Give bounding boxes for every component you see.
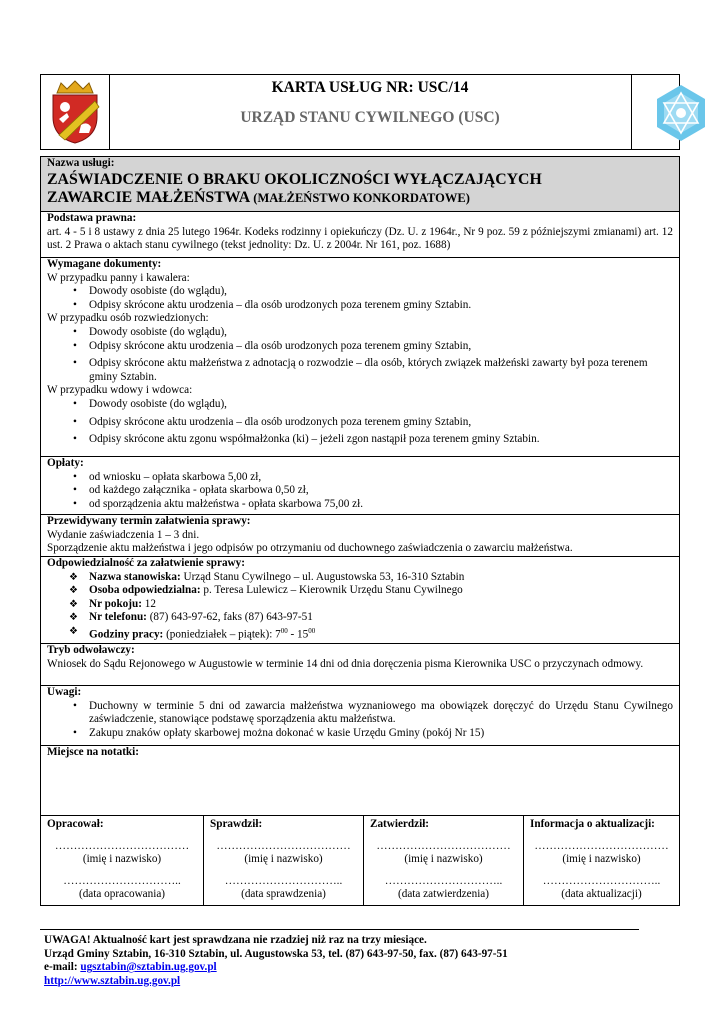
list-item bbox=[47, 625, 673, 642]
footer-website-line bbox=[44, 975, 664, 989]
footer-warning: UWAGA! Aktualność kart jest sprawdzana nie rzadziej niż raz na trzy miesiące. bbox=[44, 934, 427, 946]
legal-basis-text: art. 4 - 5 i 8 ustawy z dnia 25 lutego 1964r. Kodeks rodzinny i opiekuńczy (Dz. U. z 1964r., Nr 9 poz. 59 z późniejszymi zmianami) art. 12 ust. 2 Prawa o aktach stanu cywilnego (tekst jednolity: Dz. U. z 2004r. Nr 161, poz. 1688) bbox=[47, 225, 673, 252]
header-table bbox=[40, 74, 680, 150]
signature-name-caption: (imię i nazwisko) bbox=[562, 853, 641, 866]
signature-dots: ……………………………… bbox=[534, 839, 669, 852]
service-name bbox=[47, 171, 673, 207]
person-value: p. Teresa Lulewicz – Kierownik Urzędu Stanu Cywilnego bbox=[203, 584, 463, 597]
signature-dots: ……………………………… bbox=[54, 839, 190, 852]
footer-divider bbox=[40, 929, 639, 930]
appeal-label: Tryb odwoławczy: bbox=[47, 644, 135, 656]
hours-to-sup: 00 bbox=[308, 626, 316, 635]
title-cell bbox=[109, 75, 631, 149]
service-name-line2: ZAWARCIE MAŁŻEŃSTWA bbox=[47, 188, 250, 206]
signature-approved bbox=[363, 816, 523, 905]
signature-dots: ……………………………… bbox=[216, 839, 351, 852]
hours-days: (poniedziałek – piątek): 7 bbox=[166, 628, 281, 641]
room-label: Nr pokoju: bbox=[89, 597, 142, 610]
list-item: • Odpisy skrócone aktu urodzenia – dla osób urodzonych poza terenem gminy Sztabin, bbox=[47, 416, 673, 430]
term-line1: Wydanie zaświadczenia 1 – 3 dni. bbox=[47, 528, 200, 541]
signature-date-caption: (data aktualizacji) bbox=[561, 888, 642, 901]
signature-dots: ……………………………… bbox=[376, 839, 511, 852]
card-title: KARTA USŁUG NR: USC/14 bbox=[271, 79, 469, 96]
phone-value: (87) 643-97-62, faks (87) 643-97-51 bbox=[149, 611, 313, 624]
office-title: URZĄD STANU CYWILNEGO (USC) bbox=[240, 109, 500, 126]
hours-sep: - 15 bbox=[287, 628, 309, 641]
hours-label: Godziny pracy: bbox=[89, 628, 164, 641]
documents-group2-list bbox=[47, 326, 673, 384]
signature-label: Sprawdził: bbox=[210, 818, 263, 830]
gmina-coat-of-arms-logo bbox=[45, 79, 105, 145]
list-item: • od wniosku – opłata skarbowa 5,00 zł, bbox=[47, 471, 673, 485]
footer-address: Urząd Gminy Sztabin, 16-310 Sztabin, ul. Augustowska 53, tel. (87) 643-97-50, fax. (87) 643-97-51 bbox=[44, 947, 508, 960]
fees-list bbox=[47, 471, 673, 512]
quality-emblem-icon bbox=[655, 83, 707, 143]
signature-date-caption: (data opracowania) bbox=[78, 888, 166, 901]
signature-name-caption: (imię i nazwisko) bbox=[404, 853, 483, 866]
notes-section bbox=[41, 686, 679, 746]
list-item bbox=[47, 611, 673, 625]
logo-cell bbox=[41, 75, 110, 149]
list-item bbox=[47, 598, 673, 612]
signature-label: Informacja o aktualizacji: bbox=[530, 818, 655, 830]
signature-dots: ………………………….. bbox=[224, 874, 343, 887]
appeal-section bbox=[41, 644, 679, 686]
responsibility-label: Odpowiedzialność za załatwienie sprawy: bbox=[47, 557, 245, 569]
notes-list bbox=[47, 700, 673, 741]
fees-label: Opłaty: bbox=[47, 457, 84, 469]
documents-group3-title: W przypadku wdowy i wdowca: bbox=[47, 384, 193, 397]
responsibility-list bbox=[47, 571, 673, 643]
position-label: Nazwa stanowiska: bbox=[89, 570, 181, 583]
signature-label: Zatwierdził: bbox=[370, 818, 430, 830]
list-item: • Dowody osobiste (do wglądu), bbox=[47, 398, 673, 412]
position-value: Urząd Stanu Cywilnego – ul. Augustowska 53, 16-310 Sztabin bbox=[183, 570, 465, 583]
signature-checked bbox=[203, 816, 363, 905]
documents-group3-list bbox=[47, 398, 673, 447]
list-item: • Dowody osobiste (do wglądu), bbox=[47, 326, 673, 340]
service-label: Nazwa usługi: bbox=[47, 157, 115, 169]
signature-prepared bbox=[41, 816, 203, 905]
responsibility-section bbox=[41, 557, 679, 644]
list-item: • Zakupu znaków opłaty skarbowej można dokonać w kasie Urzędu Gminy (pokój Nr 15) bbox=[47, 727, 673, 741]
list-item: • Duchowny w terminie 5 dni od zawarcia małżeństwa wyznaniowego ma obowiązek doręczyć do Urzędu Stanu Cywilnego zaświadczenie, stanowiące podstawę sporządzenia aktu małżeństwa. bbox=[47, 700, 673, 727]
signature-date-caption: (data zatwierdzenia) bbox=[398, 888, 489, 901]
documents-group2-title: W przypadku osób rozwiedzionych: bbox=[47, 312, 209, 325]
documents-group1-list bbox=[47, 285, 673, 312]
signature-update-info bbox=[523, 816, 679, 905]
hours-from-sup: 00 bbox=[280, 626, 288, 635]
signature-dots: ………………………….. bbox=[542, 874, 661, 887]
footer-email-line bbox=[44, 961, 664, 975]
list-item: • Odpisy skrócone aktu urodzenia – dla osób urodzonych poza terenem gminy Sztabin. bbox=[47, 299, 673, 313]
list-item: • Dowody osobiste (do wglądu), bbox=[47, 285, 673, 299]
signature-name-caption: (imię i nazwisko) bbox=[82, 853, 162, 866]
list-item: • od sporządzenia aktu małżeństwa - opłata skarbowa 75,00 zł. bbox=[47, 498, 673, 512]
service-name-sub: (MAŁŻEŃSTWO KONKORDATOWE) bbox=[253, 190, 470, 205]
legal-basis-section bbox=[41, 212, 679, 258]
required-documents-section bbox=[41, 258, 679, 457]
signature-name-caption: (imię i nazwisko) bbox=[244, 853, 323, 866]
appeal-text: Wniosek do Sądu Rejonowego w Augustowie w terminie 14 dni od dnia doręczenia pisma Kierownika USC o przyczynach odmowy. bbox=[47, 657, 644, 670]
list-item: • Odpisy skrócone aktu małżeństwa z adnotacją o rozwodzie – dla osób, których związek małżeński zawarty był poza terenem gminy Sztabin. bbox=[47, 357, 673, 384]
signature-label: Opracował: bbox=[47, 818, 104, 830]
service-name-section bbox=[41, 157, 679, 212]
memo-section bbox=[41, 746, 679, 816]
term-section bbox=[41, 515, 679, 557]
person-label: Osoba odpowiedzialna: bbox=[89, 584, 201, 597]
signature-row bbox=[41, 816, 679, 905]
list-item bbox=[47, 571, 673, 585]
service-card-table bbox=[40, 156, 680, 906]
fees-section bbox=[41, 457, 679, 515]
email-link[interactable]: ugsztabin@sztabin.ug.gov.pl bbox=[80, 961, 217, 974]
notes-label: Uwagi: bbox=[47, 686, 82, 698]
list-item: • Odpisy skrócone aktu zgonu współmałżonka (ki) – jeżeli zgon nastąpił poza terenem gminy Sztabin. bbox=[47, 433, 673, 447]
documents-label: Wymagane dokumenty: bbox=[47, 258, 162, 270]
term-label: Przewidywany termin załatwienia sprawy: bbox=[47, 515, 251, 527]
memo-label: Miejsce na notatki: bbox=[47, 746, 139, 758]
email-label: e-mail: bbox=[44, 961, 81, 974]
legal-basis-label: Podstawa prawna: bbox=[47, 212, 137, 224]
signature-date-caption: (data sprawdzenia) bbox=[241, 888, 326, 901]
list-item: • od każdego załącznika - opłata skarbowa 0,50 zł, bbox=[47, 484, 673, 498]
room-value: 12 bbox=[144, 597, 156, 610]
phone-label: Nr telefonu: bbox=[89, 611, 147, 624]
documents-group1-title: W przypadku panny i kawalera: bbox=[47, 271, 190, 284]
term-line2: Sporządzenie aktu małżeństwa i jego odpisów po otrzymaniu od duchownego zaświadczenia o zawarciu małżeństwa. bbox=[47, 542, 573, 555]
signature-dots: ………………………….. bbox=[384, 874, 503, 887]
footer bbox=[44, 934, 664, 988]
website-link[interactable]: http://www.sztabin.ug.gov.pl bbox=[44, 974, 181, 987]
service-name-line1: ZAŚWIADCZENIE O BRAKU OKOLICZNOŚCI WYŁĄCZAJĄCYCH bbox=[47, 170, 542, 188]
signature-dots: ………………………….. bbox=[63, 874, 181, 887]
list-item bbox=[47, 584, 673, 598]
list-item: • Odpisy skrócone aktu urodzenia – dla osób urodzonych poza terenem gminy Sztabin, bbox=[47, 340, 673, 354]
